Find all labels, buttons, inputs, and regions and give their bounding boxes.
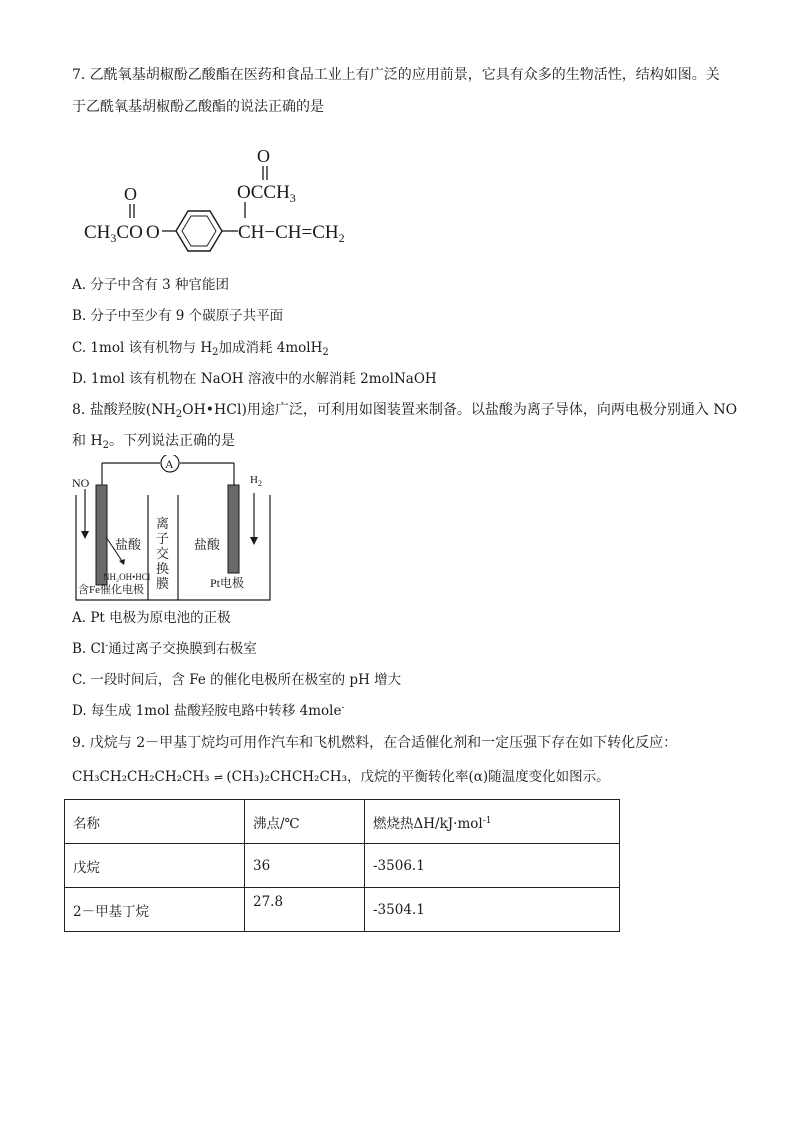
q7-option-d: D. 1mol 该有机物在 NaOH 溶液中的水解消耗 2molNaOH [72, 371, 437, 387]
struct-occh3: $OCCH_3$ [237, 182, 296, 205]
struct-side-chain: $CH-CH=CH_2$ [238, 222, 345, 245]
equilibrium-arrow: ⇌ [213, 771, 223, 784]
struct-ester-o: O [146, 222, 160, 243]
table-header-cell: 沸点/℃ [245, 800, 365, 844]
right-acid: 盐酸 [194, 537, 221, 552]
svg-text:换: 换 [156, 561, 170, 576]
no-label: NO [72, 476, 90, 490]
q9-reaction-line [72, 768, 610, 787]
table-row [65, 888, 620, 932]
membrane-label [156, 516, 169, 591]
table-cell: 27.8 [245, 888, 365, 932]
struct-ch3co: $CH_3CO$ [84, 222, 143, 245]
fe-electrode [96, 485, 107, 585]
table-header-row [65, 800, 620, 844]
q8-option-c: C. 一段时间后，含 Fe 的催化电极所在极室的 pH 增大 [72, 672, 402, 688]
electrolysis-cell-diagram [70, 455, 280, 603]
left-electrode-label: 含Fe催化电极 [78, 584, 144, 596]
q7-stem-line2: 于乙酰氧基胡椒酚乙酸酯的说法正确的是 [72, 99, 324, 115]
h2-label: $H_2$ [250, 474, 262, 488]
svg-text:交: 交 [156, 546, 170, 561]
svg-text:离: 离 [156, 516, 170, 531]
table-cell: -3506.1 [365, 844, 620, 888]
struct-left-o: O [124, 184, 137, 204]
benzene-ring [176, 211, 222, 251]
q7-option-b: B. 分子中至少有 9 个碳原子共平面 [72, 308, 284, 324]
q7-option-a: A. 分子中含有 3 种官能团 [72, 277, 230, 293]
svg-text:A: A [165, 457, 174, 471]
svg-text:膜: 膜 [156, 576, 170, 591]
table-header-cell: 燃烧热ΔH/kJ·mol$^{-1}$ [365, 800, 620, 844]
reaction-reactant: CH₃CH₂CH₂CH₂CH₃ [72, 769, 210, 785]
q9-stem-line1: 9. 戊烷与 2－甲基丁烷均可用作汽车和飞机燃料，在合适催化剂和一定压强下存在如下转化反应： [72, 735, 678, 751]
table-cell: 戊烷 [65, 844, 245, 888]
svg-text:子: 子 [156, 531, 170, 546]
q8-stem-line1: 8. 盐酸羟胺$(NH_2OH•HCl)$用途广泛，可利用如图装置来制备。以盐酸为离子导体，向两电极分别通入 NO [72, 402, 738, 420]
q8-option-d: D. 每生成 1mol 盐酸羟胺电路中转移 4mole- [72, 703, 345, 719]
properties-table [64, 799, 620, 932]
right-electrode-label: Pt电极 [210, 576, 245, 590]
product-label: NH₂OH•HCl [103, 572, 151, 582]
structure-diagram [80, 138, 380, 258]
table-cell: 2－甲基丁烷 [65, 888, 245, 932]
table-header-cell: 名称 [65, 800, 245, 844]
q8-stem-line2: 和 $H_2$。下列说法正确的是 [72, 433, 236, 451]
table-cell: -3504.1 [365, 888, 620, 932]
table-row [65, 844, 620, 888]
q8-option-b: B. Cl-通过离子交换膜到右极室 [72, 641, 257, 657]
reaction-product: (CH₃)₂CHCH₂CH₃，戊烷的平衡转化率(α)随温度变化如图示。 [222, 769, 610, 785]
pt-electrode [228, 485, 239, 573]
q8-option-a: A. Pt 电极为原电池的正极 [72, 610, 231, 626]
q7-option-c: C. 1mol 该有机物与 $H_2$加成消耗 4molH$_2$ [72, 340, 329, 358]
q7-stem-line1: 7. 乙酰氧基胡椒酚乙酸酯在医药和食品工业上有广泛的应用前景，它具有众多的生物活性，结构如图。关 [72, 67, 720, 83]
struct-top-o: O [257, 146, 270, 166]
left-acid: 盐酸 [115, 537, 142, 552]
table-cell: 36 [245, 844, 365, 888]
